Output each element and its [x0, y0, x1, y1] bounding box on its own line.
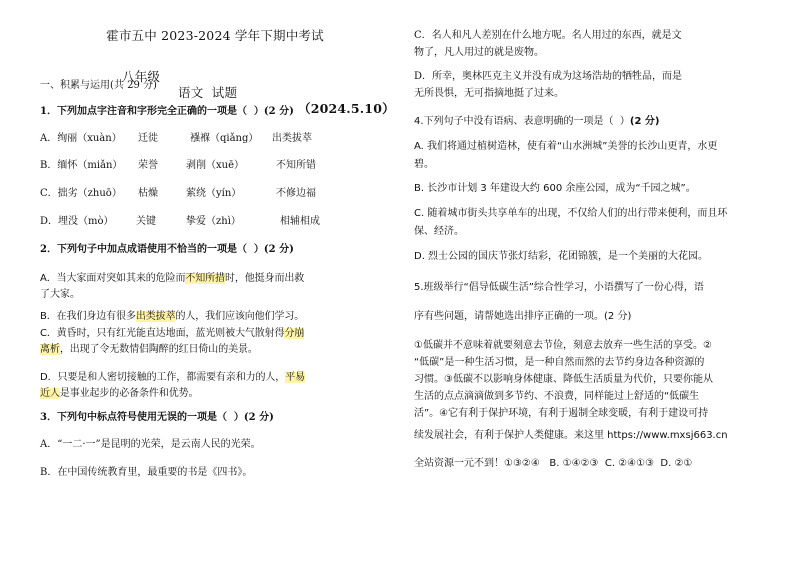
- question-2-option-c-line1: C．黄昏时，只有红光能直达地面，蓝光则被大气散射得分崩: [40, 328, 305, 339]
- question-5-stem-line1: 5.班级举行“倡导低碳生活”综合性学习，小语撰写了一份心得，语: [414, 282, 704, 293]
- question-2-option-a-line1: A．当大家面对突如其来的危险而不知所措时，他挺身而出救: [40, 273, 305, 284]
- question-4-option-d: D. 烈士公园的国庆节张灯结彩，花团锦簇，是一个美丽的大花园。: [414, 251, 709, 262]
- question-3-option-a: A．“一二·一”是昆明的光荣，是云南人民的光荣。: [40, 439, 261, 450]
- exam-title: 霍市五中 2023-2024 学年下期中考试: [106, 28, 324, 43]
- question-3-option-d-line2: 无所畏惧，无可指摘地挺了过来。: [414, 88, 564, 99]
- idiom-highlight: 不知所措: [185, 273, 225, 284]
- idiom-highlight: 出类拔萃: [135, 311, 176, 322]
- idiom-highlight: 离析: [40, 344, 60, 355]
- question-2-option-b: B．在我们身边有很多出类拔萃的人，我们应该向他们学习。: [40, 311, 305, 322]
- question-3-option-c-line1: C．名人和凡人差别在什么地方呢。名人用过的东西，就是文: [414, 30, 682, 41]
- watermark-text: 全站资源一元不到！: [414, 458, 504, 469]
- question-5-passage-line5: 活”。④它有利于保护环境，有利于遏制全球变暖，有利于建设可持: [414, 408, 709, 419]
- question-5-passage-line1: ①低碳并不意味着就要刻意去节俭，刻意去放弃一些生活的享受。②: [414, 340, 712, 351]
- question-4-option-a-line2: 碧。: [414, 159, 434, 170]
- question-5-stem-line2: 序有些问题，请帮她选出排序正确的一项。(2 分): [414, 311, 632, 322]
- question-2-option-d-line1: D．只要是和人密切接触的工作，都需要有亲和力的人，平易: [40, 372, 306, 383]
- question-1-option-a: A．绚丽（xuàn） 迁徙 襁褓（qiǎng） 出类拔萃: [40, 133, 312, 144]
- idiom-highlight: 分崩: [284, 328, 305, 339]
- question-2-stem: 2．下列句子中加点成语使用不恰当的一项是（ ）(2 分): [40, 244, 294, 255]
- watermark-link-text: 来这里 https://www.mxsj663.cn: [574, 430, 728, 441]
- question-4-option-a-line1: A. 我们将通过植树造林，使有着“山水洲城”美誉的长沙山更青，水更: [414, 141, 718, 152]
- question-3-option-c-line2: 物了，凡人用过的就是废物。: [414, 47, 544, 58]
- question-1-option-d: D．埋没（mò） 关键 挚爱（zhì） 相辅相成: [40, 216, 320, 227]
- question-5-passage-line6: 续发展社会，有利于保护人类健康。来这里 https://www.mxsj663.cn: [414, 430, 728, 441]
- grade-label: 八年级: [122, 69, 161, 84]
- subject-label: 语文 试题: [178, 85, 238, 100]
- question-3-option-b: B．在中国传统教育里，最重要的书是《四书》。: [40, 467, 253, 478]
- section-heading: 一、积累与运用(共 29 分): [40, 80, 157, 91]
- question-5-passage-line2: “低碳”是一种生活习惯，是一种自然而然的去节约身边各种资源的: [414, 357, 705, 368]
- question-2-option-a-line2: 了大家。: [40, 289, 80, 300]
- question-4-option-c-line1: C. 随着城市街头共享单车的出现，不仅给人们的出行带来便利，而且环: [414, 208, 728, 219]
- question-3-stem: 3．下列句中标点符号使用无误的一项是（ ）(2 分): [40, 412, 274, 423]
- question-5-passage-line4: 生活的点点滴滴做到多节约、不浪费，同样能过上舒适的“低碳生: [414, 391, 700, 402]
- question-1-stem: 1．下列加点字注音和字形完全正确的一项是（ ）(2 分): [40, 106, 294, 117]
- question-4-stem: 4.下列句子中没有语病、表意明确的一项是（ ）(2 分): [414, 116, 660, 127]
- question-4-option-b: B. 长沙市计划 3 年建设大约 600 余座公园，成为“千园之城”。: [414, 183, 696, 194]
- question-2-option-d-line2: 近人是事业起步的必备条件和优势。: [40, 388, 199, 399]
- question-1-option-b: B．缅怀（miǎn） 荣誉 剥削（xuē） 不知所错: [40, 160, 316, 171]
- question-4-option-c-line2: 保、经济。: [414, 226, 464, 237]
- question-5-options: 全站资源一元不到！①③②④ B. ①④②③ C. ②④①③ D. ②①: [414, 458, 693, 469]
- idiom-highlight: 平易: [285, 372, 306, 383]
- exam-date: （2024.5.10）: [298, 101, 395, 116]
- idiom-highlight: 近人: [40, 388, 60, 399]
- question-1-option-c: C．拙劣（zhuō） 枯燥 萦绕（yín） 不修边福: [40, 188, 316, 199]
- question-5-passage-line3: 习惯。③低碳不以影响身体健康、降低生活质量为代价，只要你能从: [414, 374, 713, 385]
- question-2-option-c-line2: 离析，出现了令无数情侣陶醉的红日倚山的美景。: [40, 344, 258, 355]
- question-3-option-d-line1: D．所幸，奥林匹克主义并没有成为这场浩劫的牺牲品，而是: [414, 71, 683, 82]
